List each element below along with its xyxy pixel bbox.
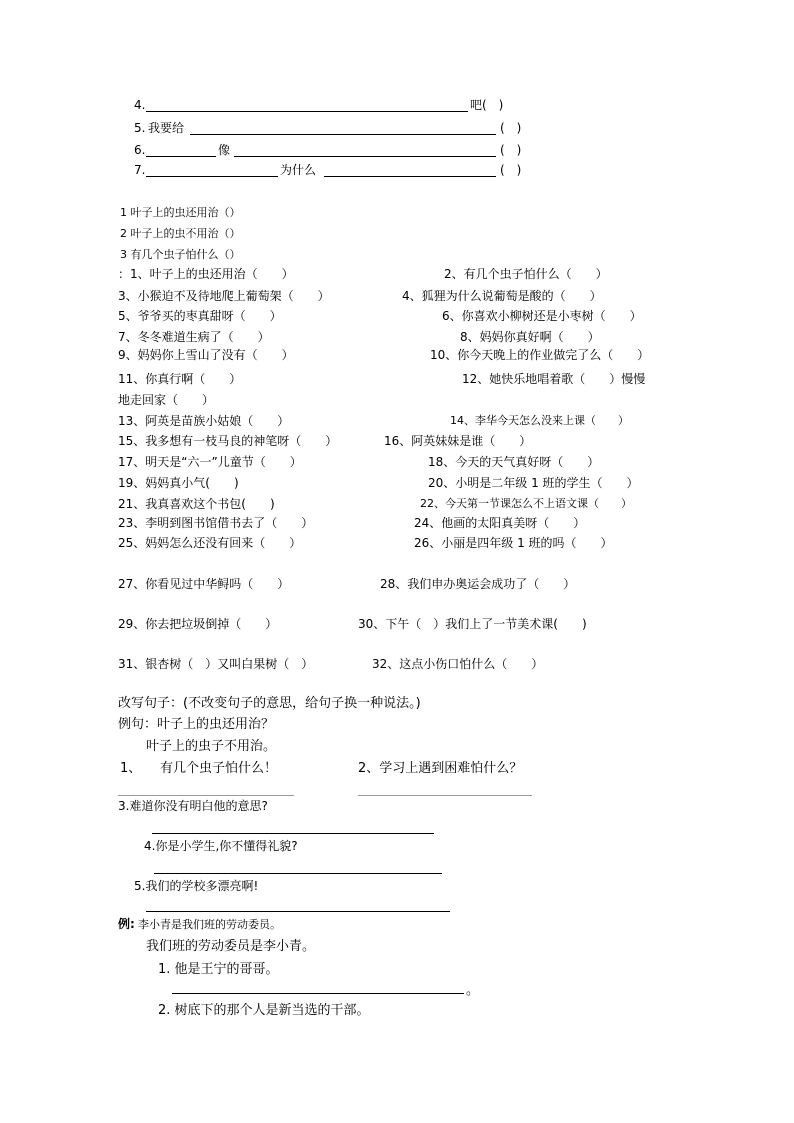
- punct-item: ：1、叶子上的虫还用治（ ）: [118, 267, 294, 281]
- blank-num-7: 7.: [134, 163, 146, 177]
- example2-sentence: 李小青是我们班的劳动委员。: [138, 918, 281, 931]
- punct-item: 21、我真喜欢这个书包( ): [118, 497, 275, 511]
- example2-answer: 我们班的劳动委员是李小青。: [146, 939, 316, 954]
- punct-item: 6、你喜欢小柳树还是小枣树（ ）: [442, 309, 642, 323]
- punct-item: 14、李华今天怎么没来上课（ ）: [450, 414, 629, 427]
- punct-item: 16、阿英妹妹是谁（ ）: [384, 434, 532, 448]
- punct-item: 20、小明是二年级 1 班的学生（ ）: [428, 476, 639, 490]
- punct-item: 26、小丽是四年级 1 班的吗（ ）: [414, 536, 613, 550]
- answer-line-7a[interactable]: [146, 176, 278, 177]
- punct-item: 11、你真行啊（ ）: [118, 372, 242, 386]
- blank-tail-6: ( ): [500, 143, 522, 157]
- rewrite-q5: 5.我们的学校多漂亮啊!: [134, 879, 259, 893]
- rewrite-q2: 2、学习上遇到困难怕什么？: [358, 761, 523, 776]
- answer-line-4[interactable]: [146, 111, 468, 112]
- short-item-3: 3 有几个虫子怕什么（）: [120, 248, 241, 261]
- blank-tail-4: 吧( ): [470, 98, 504, 112]
- blank-num-5: 5.: [134, 121, 146, 135]
- punct-item: 7、冬冬难道生病了（ ）: [118, 330, 270, 344]
- answer-line-rewrite-1[interactable]: [118, 795, 294, 796]
- punct-item: 25、妈妈怎么还没有回来（ ）: [118, 536, 302, 550]
- blank-num-6: 6.: [134, 143, 146, 157]
- punct-item: 15、我多想有一枝马良的神笔呀（ ）: [118, 434, 338, 448]
- answer-line-rewrite-2[interactable]: [358, 795, 532, 796]
- punct-item: 18、今天的天气真好呀（ ）: [428, 455, 600, 469]
- example2-q1-end: 。: [466, 983, 480, 998]
- answer-line-6a[interactable]: [146, 156, 216, 157]
- rewrite-q3: 3.难道你没有明白他的意思?: [118, 799, 268, 813]
- answer-line-rewrite-5[interactable]: [146, 911, 450, 912]
- rewrite-q1: 有几个虫子怕什么！: [160, 761, 278, 776]
- punct-item: 4、狐狸为什么说葡萄是酸的（ ）: [402, 289, 602, 303]
- punct-item: 2、有几个虫子怕什么（ ）: [444, 267, 608, 281]
- punct-item: 9、妈妈你上雪山了没有（ ）: [118, 348, 294, 362]
- punct-item: 32、这点小伤口怕什么（ ）: [372, 657, 544, 671]
- answer-line-7b[interactable]: [324, 176, 496, 177]
- punct-item: 13、阿英是苗族小姑娘（ ）: [118, 414, 290, 428]
- example2-q2: 2. 树底下的那个人是新当选的干部。: [158, 1003, 370, 1018]
- answer-line-6b[interactable]: [234, 156, 496, 157]
- rewrite-title: 改写句子：(不改变句子的意思，给句子换一种说法。): [118, 696, 421, 711]
- punct-item: 24、他画的太阳真美呀（ ）: [414, 516, 586, 530]
- rewrite-q4: 4.你是小学生,你不懂得礼貌?: [144, 839, 298, 853]
- rewrite-example-label: 例句：叶子上的虫还用治？: [118, 717, 275, 732]
- punct-item: 23、李明到图书馆借书去了（ ）: [118, 516, 314, 530]
- answer-line-example2-1[interactable]: [172, 993, 464, 994]
- answer-line-5[interactable]: [190, 134, 496, 135]
- blank-tail-5: ( ): [500, 121, 522, 135]
- punct-item: 10、你今天晚上的作业做完了么（ ）: [430, 348, 650, 362]
- punct-item: 29、你去把垃圾倒掉（ ）: [118, 617, 278, 631]
- example2-label: 例:: [118, 917, 135, 931]
- blank-num-4: 4.: [134, 98, 146, 112]
- punct-item: 27、你看见过中华鲟吗（ ）: [118, 577, 290, 591]
- answer-line-rewrite-4[interactable]: [154, 873, 442, 874]
- punct-item: 30、下午（ ）我们上了一节美术课( ): [358, 617, 587, 631]
- punct-item: 28、我们申办奥运会成功了（ ）: [380, 577, 576, 591]
- example2-q1: 1. 他是王宁的哥哥。: [158, 962, 279, 977]
- answer-line-rewrite-3[interactable]: [152, 833, 434, 834]
- punct-item: 8、妈妈你真好啊（ ）: [460, 330, 600, 344]
- short-item-2: 2 叶子上的虫不用治（）: [120, 227, 241, 240]
- punct-item: 31、银杏树（ ）又叫白果树（ ）: [118, 657, 314, 671]
- punct-item: 17、明天是“六一”儿童节（ ）: [118, 455, 302, 469]
- punct-item: 5、爷爷买的枣真甜呀（ ）: [118, 309, 282, 323]
- punct-item: 19、妈妈真小气( ): [118, 476, 239, 490]
- blank-tail-7: ( ): [500, 163, 522, 177]
- rewrite-example-answer: 叶子上的虫子不用治。: [146, 739, 277, 754]
- punct-item: 22、今天第一节课怎么不上语文课（ ）: [420, 497, 632, 510]
- rewrite-q1-num: 1、: [120, 761, 142, 776]
- punct-item: 12、她快乐地唱着歌（ ）慢慢: [462, 372, 646, 386]
- blank-mid-6: 像: [218, 143, 231, 157]
- short-item-1: 1 叶子上的虫还用治（）: [120, 206, 241, 219]
- punct-item: 地走回家（ ）: [118, 393, 215, 407]
- blank-mid-7: 为什么: [280, 163, 317, 177]
- punct-item: 3、小猴迫不及待地爬上葡萄架（ ）: [118, 289, 330, 303]
- blank-lead-5: 我要给: [148, 121, 185, 135]
